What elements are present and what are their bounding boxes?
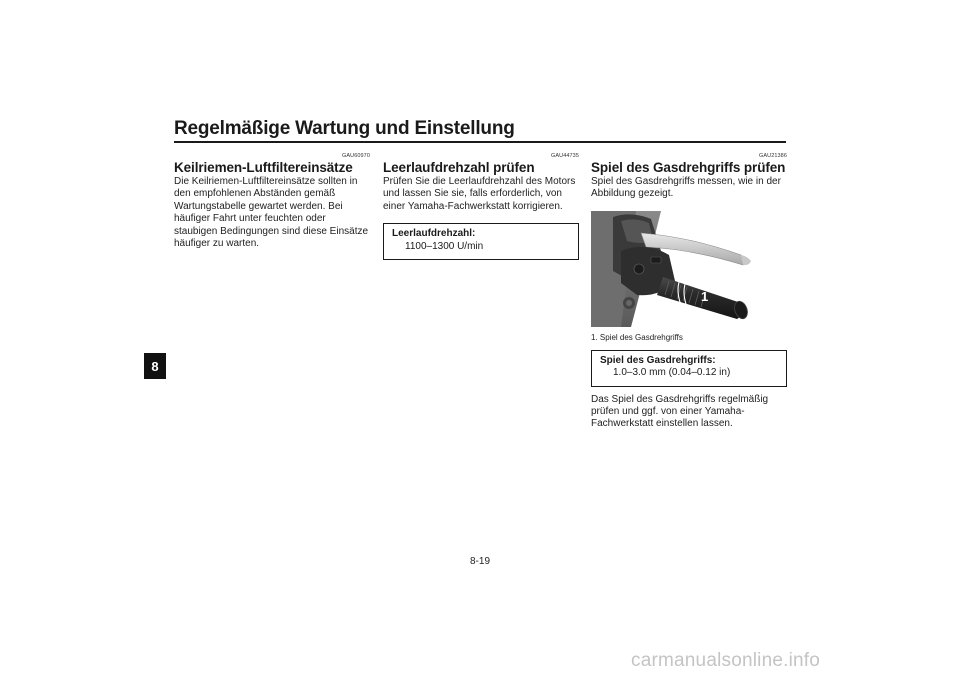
section-body: Spiel des Gasdrehgriffs messen, wie in der Abbildung gezeigt. [591,176,781,200]
section-throttle-play [591,152,787,431]
spec-box [383,223,579,260]
section-title: Spiel des Gasdrehgriffs prüfen [591,160,786,175]
spec-box [591,350,787,387]
figure-caption: 1. Spiel des Gasdrehgriffs [591,332,683,342]
section-title: Keilriemen-Luftfiltereinsätze [174,160,353,175]
spec-value: 1.0–3.0 mm (0.04–0.12 in) [613,367,731,379]
section-body: Die Keilriemen-Luftfiltereinsätze sollten in den empfohlenen Abständen gemäß Wartungstabelle gewartet werden. Bei häufiger Fahrt unter feuchten oder staubigen Bedingungen sind diese Einsätze häufiger zu warten. [174,176,369,250]
section-code: GAU60970 [341,153,370,159]
spec-value: 1100–1300 U/min [405,240,484,252]
section-body: Prüfen Sie die Leerlaufdrehzahl des Motors und lassen Sie sie, falls erforderlich, von einer Yamaha-Fachwerkstatt korrigieren. [383,176,576,212]
page-number: 8-19 [469,556,490,567]
section-idle-speed [383,152,579,260]
throttle-grip-figure [591,211,783,327]
section-code: GAU44735 [550,153,579,159]
section-air-filter [174,152,370,250]
header-rule [174,141,786,143]
section-body-2: Das Spiel des Gasdrehgriffs regelmäßig prüfen und ggf. von einer Yamaha-Fachwerkstatt einstellen lassen. [591,393,769,430]
section-title: Leerlaufdrehzahl prüfen [383,160,535,175]
figure-callout: 1 [701,288,709,304]
watermark: carmanualsonline.info [631,650,821,671]
section-code: GAU21386 [758,153,787,159]
spec-label: Leerlaufdrehzahl: [392,228,476,240]
page-title: Regelmäßige Wartung und Einstellung [174,118,515,139]
chapter-tab: 8 [144,353,166,379]
spec-label: Spiel des Gasdrehgriffs: [600,354,716,366]
